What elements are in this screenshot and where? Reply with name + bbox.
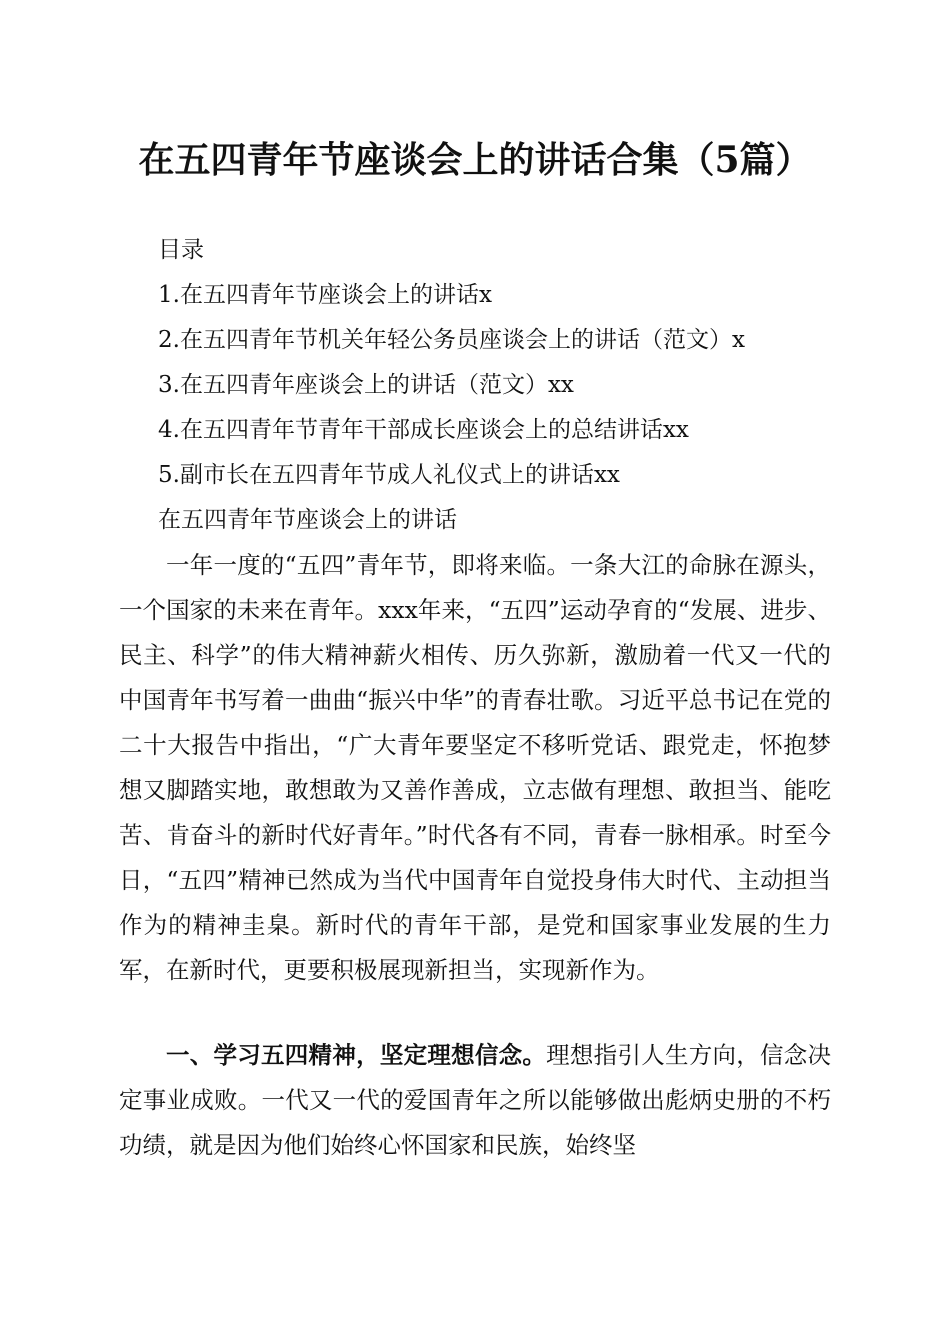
toc-item: 4.在五四青年节青年干部成长座谈会上的总结讲话xx <box>158 417 689 443</box>
toc-item: 5.副市长在五四青年节成人礼仪式上的讲话xx <box>158 462 620 488</box>
table-of-contents <box>158 228 858 543</box>
toc-item: 3.在五四青年座谈会上的讲话（范文）xx <box>158 372 574 398</box>
document-title: 在五四青年节座谈会上的讲话合集（5篇） <box>138 139 812 181</box>
section-heading: 一、学习五四精神，坚定理想信念。 <box>166 1041 547 1069</box>
toc-heading: 目录 <box>158 237 204 263</box>
toc-item: 2.在五四青年节机关年轻公务员座谈会上的讲话（范文）x <box>158 327 745 353</box>
body-paragraph <box>119 1033 831 1168</box>
section-title: 在五四青年节座谈会上的讲话 <box>158 507 457 533</box>
toc-item: 1.在五四青年节座谈会上的讲话x <box>158 282 492 308</box>
paragraph-text: 理想指引人生方向，信念决定事业成败。一代又一代的爱国青年之所以能够做出彪炳史册的不朽功绩，就是因为他们始终心怀国家和民族，始终坚 <box>119 1041 832 1159</box>
body-paragraph: 一年一度的“五四”青年节，即将来临。一条大江的命脉在源头，一个国家的未来在青年。xxx年来，“五四”运动孕育的“发展、进步、民主、科学”的伟大精神薪火相传、历久弥新，激励着一代又一代的中国青年书写着一曲曲“振兴中华”的青春壮歌。习近平总书记在党的二十大报告中指出，“广大青年要坚定不移听党话、跟党走，怀抱梦想又脚踏实地，敢想敢为又善作善成，立志做有理想、敢担当、能吃苦、肯奋斗的新时代好青年。”时代各有不同，青春一脉相承。时至今日，“五四”精神已然成为当代中国青年自觉投身伟大时代、主动担当作为的精神圭臬。新时代的青年干部，是党和国家事业发展的生力军，在新时代，更要积极展现新担当，实现新作为。 <box>119 551 831 984</box>
